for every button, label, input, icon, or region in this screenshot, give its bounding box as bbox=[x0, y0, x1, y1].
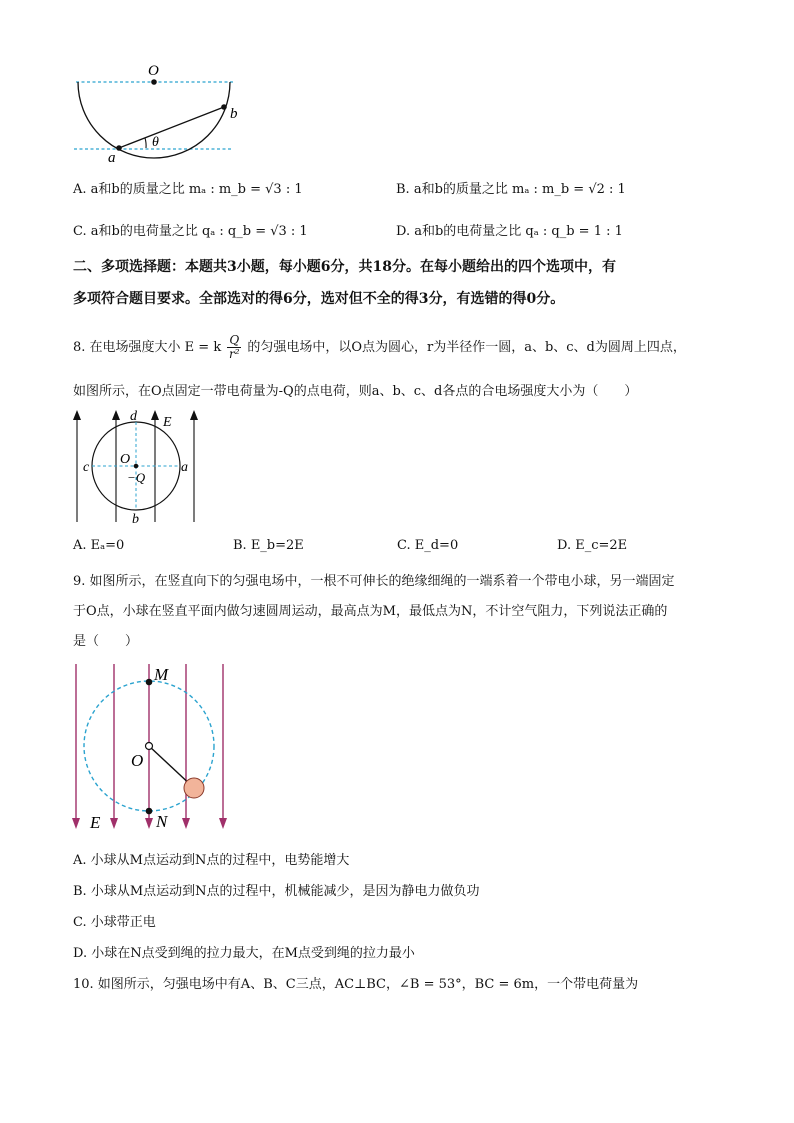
q8-stem-line1 bbox=[73, 334, 686, 361]
section2-heading-line2: 多项符合题目要求。全部选对的得6分，选对但不全的得3分，有选错的得0分。 bbox=[73, 291, 565, 307]
point-b bbox=[221, 104, 227, 110]
label-O: O bbox=[148, 63, 159, 79]
point-M bbox=[146, 679, 153, 686]
arrow-head-2 bbox=[110, 818, 118, 829]
q9-stem-line2: 于O点，小球在竖直平面内做匀速圆周运动，最高点为M，最低点为N，不计空气阻力，下列说法正确的 bbox=[73, 604, 668, 619]
arrow-head-1 bbox=[72, 818, 80, 829]
charged-ball bbox=[184, 778, 204, 798]
q8-stem-line2: 如图所示，在O点固定一带电荷量为-Q的点电荷，则a、b、c、d各点的合电场强度大小为（ ） bbox=[73, 384, 638, 399]
q9-option-B: B. 小球从M点运动到N点的过程中，机械能减少，是因为静电力做负功 bbox=[73, 884, 480, 899]
q7-option-A: A. a和b的质量之比 mₐ : m_b = √3 : 1 bbox=[73, 182, 303, 197]
point-a bbox=[116, 145, 122, 151]
pivot-O bbox=[146, 743, 153, 750]
section2-heading-line1: 二、多项选择题：本题共3小题，每小题6分，共18分。在每小题给出的四个选项中，有 bbox=[73, 259, 616, 275]
label-b: b bbox=[230, 106, 238, 122]
label-O: O bbox=[120, 452, 131, 467]
label-a: a bbox=[181, 460, 188, 475]
q7-option-B: B. a和b的质量之比 mₐ : m_b = √2 : 1 bbox=[396, 182, 626, 197]
arrow-head-2 bbox=[112, 410, 120, 420]
q7-option-D: D. a和b的电荷量之比 qₐ : q_b = 1 : 1 bbox=[396, 224, 623, 239]
arrow-head-4 bbox=[190, 410, 198, 420]
q9-option-A: A. 小球从M点运动到N点的过程中，电势能增大 bbox=[73, 853, 350, 868]
q8-stem-suffix: 的匀强电场中，以O点为圆心，r为半径作一圆，a、b、c、d为圆周上四点， bbox=[247, 340, 686, 355]
q9-option-D: D. 小球在N点受到绳的拉力最大，在M点受到绳的拉力最小 bbox=[73, 946, 415, 961]
q8-option-A: A. Eₐ=0 bbox=[73, 538, 125, 553]
q8-fraction-den: r² bbox=[228, 347, 240, 361]
label-E: E bbox=[163, 415, 172, 430]
q8-option-B: B. E_b=2E bbox=[233, 538, 304, 553]
q7-figure bbox=[66, 55, 246, 167]
q8-fraction-num: Q bbox=[229, 333, 240, 347]
q10-stem-line1: 10. 如图所示，匀强电场中有A、B、C三点，AC⊥BC，∠B = 53°，BC = 6m，一个带电荷量为 bbox=[73, 977, 639, 992]
q8-stem-prefix: 8. 在电场强度大小 E = k bbox=[73, 340, 222, 355]
q7-option-C: C. a和b的电荷量之比 qₐ : q_b = √3 : 1 bbox=[73, 224, 308, 239]
charge-point bbox=[134, 464, 139, 469]
label-theta: θ bbox=[152, 135, 159, 150]
label-N: N bbox=[156, 812, 168, 831]
point-N bbox=[146, 808, 153, 815]
arrow-head-3 bbox=[151, 410, 159, 420]
label-c: c bbox=[83, 460, 90, 475]
q9-figure bbox=[66, 656, 236, 836]
q9-stem-line1: 9. 如图所示，在竖直向下的匀强电场中，一根不可伸长的绝缘细绳的一端系着一个带电小球，另一端固定 bbox=[73, 574, 675, 589]
q9-stem-line3: 是（ ） bbox=[73, 634, 139, 649]
q8-figure bbox=[66, 404, 216, 526]
arrow-head-3 bbox=[145, 818, 153, 829]
point-O bbox=[151, 79, 157, 85]
arrow-head-4 bbox=[182, 818, 190, 829]
label-E: E bbox=[90, 813, 101, 832]
arrow-head-1 bbox=[73, 410, 81, 420]
q8-fraction bbox=[227, 334, 241, 361]
label-negQ: −Q bbox=[127, 470, 146, 485]
label-b: b bbox=[132, 512, 139, 526]
label-M: M bbox=[154, 665, 169, 684]
q8-option-D: D. E_c=2E bbox=[557, 538, 628, 553]
label-O: O bbox=[131, 751, 144, 770]
arrow-head-5 bbox=[219, 818, 227, 829]
q9-option-C: C. 小球带正电 bbox=[73, 915, 156, 930]
chord-ab bbox=[119, 107, 224, 148]
q8-option-C: C. E_d=0 bbox=[397, 538, 459, 553]
label-a: a bbox=[108, 150, 116, 166]
angle-arc bbox=[145, 138, 146, 148]
label-d: d bbox=[130, 409, 137, 424]
